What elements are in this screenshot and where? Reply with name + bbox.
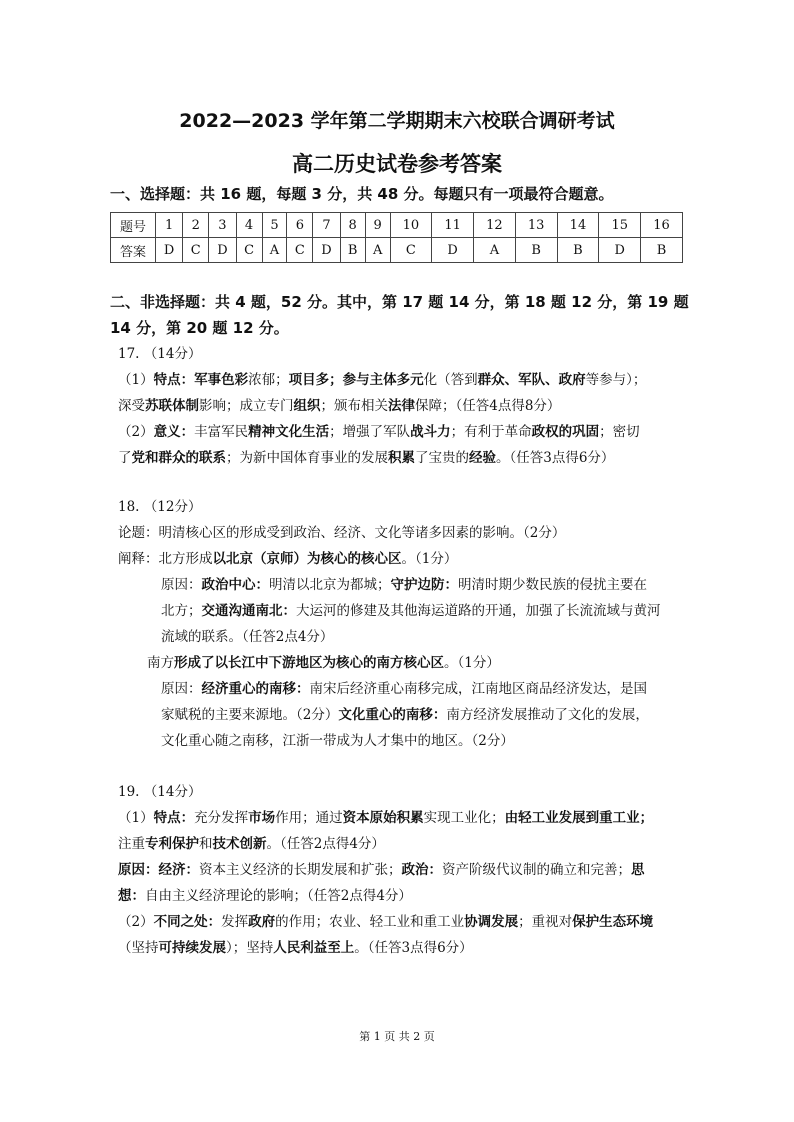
q18-keyword: 政治中心：: [201, 577, 269, 593]
q17-line2: [118, 393, 560, 419]
answer-cell: C: [390, 238, 432, 263]
q17-keyword: 组织: [293, 398, 321, 414]
q19-keyword: 资本原始积累: [342, 810, 424, 826]
q19-line1: [118, 805, 653, 831]
q19-text: 发挥: [221, 914, 249, 930]
q17-line1: [118, 367, 646, 393]
q19-keyword: 保护生态环境: [572, 914, 654, 930]
q17-keyword: 经验: [469, 450, 496, 466]
q17-text: ；密切: [599, 424, 640, 440]
q19-line6: [118, 935, 473, 961]
answer-cell: A: [365, 238, 390, 263]
q19-keyword: 可持续发展: [158, 940, 226, 956]
question-number-cell: 15: [599, 213, 641, 238]
answer-table: [110, 212, 683, 263]
q18-text: 原因：: [161, 577, 202, 593]
q17-keyword: 党和群众的联系: [131, 450, 226, 466]
q19-text: ）；坚持: [226, 940, 274, 956]
q17-text: （1）: [118, 372, 154, 388]
q19-text: 资本主义经济的长期发展和扩张；: [199, 862, 402, 878]
question-number-cell: 8: [340, 213, 365, 238]
q18-text: 家赋税的主要来源地。（2分）: [161, 707, 339, 723]
answer-cell: A: [474, 238, 516, 263]
q19-line4: [118, 883, 412, 909]
q19-text: （坚持: [118, 940, 159, 956]
q17-text: ；颁布相关: [320, 398, 388, 414]
q19-text: 注重: [118, 836, 145, 852]
q17-keyword: 积累: [388, 450, 415, 466]
q17-line3: [118, 419, 640, 445]
q17-text: 了: [118, 450, 132, 466]
q17-keyword: 特点：: [153, 372, 195, 388]
question-number-cell: 14: [557, 213, 599, 238]
q19-keyword: 市场: [248, 810, 276, 826]
q18-keyword: 交通沟通南北：: [201, 603, 296, 619]
q17-text: 化（答到: [423, 372, 478, 388]
q19-text: 。（任答3点得6分）: [354, 940, 473, 956]
q19-head: 19. （14分）: [118, 784, 202, 800]
question-number-cell: 2: [183, 213, 209, 238]
question-number-cell: 6: [287, 213, 313, 238]
q17-text: ；有利于革命: [450, 424, 532, 440]
q17-keyword: 意义：: [153, 424, 195, 440]
answer-cell: C: [183, 238, 209, 263]
q19-keyword: 人民利益至上: [273, 940, 355, 956]
q19-text: 的作用；农业、轻工业和重工业: [275, 914, 465, 930]
answer-cell: D: [599, 238, 641, 263]
q18-line3: [161, 572, 647, 598]
q18-line4: [161, 598, 661, 624]
question-number-cell: 10: [390, 213, 432, 238]
q19-text: 和: [199, 836, 213, 852]
q19-text: 资产阶级代议制的确立和完善；: [442, 862, 631, 878]
question-number-cell: 12: [474, 213, 516, 238]
section2-heading-line2: 14 分，第 20 题 12 分。: [110, 319, 289, 337]
question-number-cell: 13: [515, 213, 557, 238]
q18-text: 。（1分）: [444, 655, 500, 671]
question-number-cell: 16: [641, 213, 683, 238]
q17-keyword: 法律: [388, 398, 415, 414]
q19-keyword: 协调发展: [464, 914, 519, 930]
question-number-cell: 4: [236, 213, 262, 238]
q18-line7: [161, 676, 647, 702]
q17-text: 等参与）；: [585, 372, 647, 388]
q17-keyword: 战斗力: [410, 424, 451, 440]
q18-text: 南方经济发展推动了文化的发展，: [446, 707, 649, 723]
q17-text: 影响；成立专门: [199, 398, 294, 414]
q17-text: 浓郁；: [248, 372, 289, 388]
q18-keyword: 经济重心的南移：: [201, 681, 310, 697]
q17-head: 17. （14分）: [118, 346, 202, 362]
q19-keyword: 政治：: [401, 862, 442, 878]
q19-keyword: 技术创新: [212, 836, 267, 852]
q18-keyword: 形成了以长江中下游地区为核心的南方核心区: [174, 655, 444, 671]
question-number-cell: 3: [209, 213, 236, 238]
q18-text: 。（1分）: [401, 551, 458, 567]
q17-text: ；增强了军队: [329, 424, 411, 440]
q18-text: 阐释：北方形成: [118, 551, 213, 567]
q17-text: （2）: [118, 424, 154, 440]
q19-keyword: 政府: [248, 914, 276, 930]
q17-keyword: 群众、军队、政府: [477, 372, 586, 388]
q18-thesis: 论题：明清核心区的形成受到政治、经济、文化等诸多因素的影响。（2分）: [118, 525, 566, 541]
q18-keyword: 守护边防：: [390, 577, 458, 593]
q19-text: （1）: [118, 810, 154, 826]
question-number-cell: 11: [432, 213, 474, 238]
q18-line2: [118, 546, 457, 572]
q18-text: 南方: [147, 655, 174, 671]
q19-text: 充分发挥: [194, 810, 249, 826]
q17-text: ；为新中国体育事业的发展: [226, 450, 388, 466]
q19-text: 作用；通过: [275, 810, 343, 826]
answer-cell: A: [262, 238, 287, 263]
row-label-numbers: 题号: [111, 213, 156, 238]
answer-cell: B: [557, 238, 599, 263]
section2-heading: [110, 289, 690, 341]
answer-cell: D: [432, 238, 474, 263]
q19-line2: [118, 831, 385, 857]
q19-keyword: 专利保护: [145, 836, 199, 852]
q18-head: 18. （12分）: [118, 499, 202, 515]
q19-keyword: 想：: [118, 888, 145, 904]
q19-line3: [118, 857, 645, 883]
q17-text: 深受: [118, 398, 145, 414]
q17-text: 保障；（任答4点得8分）: [415, 398, 561, 414]
q18-text: 北方；: [161, 603, 202, 619]
q17-keyword: 政权的巩固: [531, 424, 600, 440]
q17-text: 丰富军民: [194, 424, 249, 440]
q18-line6: [147, 650, 500, 676]
q18-text: 明清以北京为都城；: [269, 577, 391, 593]
q17-keyword: 军事色彩: [194, 372, 249, 388]
q19-keyword: 由轻工业发展到重工业；: [504, 810, 654, 826]
q19-text: 。（任答2点得4分）: [266, 836, 385, 852]
answer-cell: C: [287, 238, 313, 263]
q18-keyword: 以北京（京师）为核心的核心区: [212, 551, 402, 567]
q19-text: 实现工业化；: [423, 810, 505, 826]
q19-text: 自由主义经济理论的影响；（任答2点得4分）: [145, 888, 412, 904]
exam-title: 2022—2023 学年第二学期期末六校联合调研考试: [179, 110, 615, 132]
document-subtitle: 高二历史试卷参考答案: [292, 152, 502, 176]
q18-text: 原因：: [161, 681, 202, 697]
section2-heading-line1: 二、非选择题：共 4 题，52 分。其中，第 17 题 14 分，第 18 题 12 分，第 19 题: [110, 293, 689, 311]
q18-line8: [161, 702, 649, 728]
answer-cell: D: [156, 238, 183, 263]
q19-keyword: 原因：经济：: [118, 862, 199, 878]
answer-cell: C: [236, 238, 262, 263]
q19-keyword: 特点：: [153, 810, 195, 826]
q17-keyword: 项目多；参与主体多元: [288, 372, 424, 388]
q19-text: ；重视对: [518, 914, 573, 930]
q18-keyword: 文化重心的南移：: [338, 707, 447, 723]
answer-cell: D: [209, 238, 236, 263]
q17-text: 。（任答3点得6分）: [496, 450, 615, 466]
page-footer: 第 1 页 共 2 页: [359, 1030, 435, 1043]
q17-text: 了宝贵的: [415, 450, 469, 466]
q19-keyword: 思: [631, 862, 645, 878]
answer-cell: B: [515, 238, 557, 263]
answer-cell: B: [641, 238, 683, 263]
question-number-cell: 9: [365, 213, 390, 238]
table-row-numbers: [111, 213, 683, 238]
q18-text: 南宋后经济重心南移完成，江南地区商品经济发达，是国: [309, 681, 647, 697]
q19-keyword: 不同之处：: [153, 914, 222, 930]
q18-line9: 文化重心随之南移，江浙一带成为人才集中的地区。（2分）: [161, 733, 514, 749]
q18-text: 大运河的修建及其他海运道路的开通，加强了长流流域与黄河: [296, 603, 661, 619]
section1-heading: 一、选择题：共 16 题，每题 3 分，共 48 分。每题只有一项最符合题意。: [110, 185, 614, 203]
q18-line5: 流域的联系。（任答2点4分）: [161, 629, 334, 645]
table-row-answers: [111, 238, 683, 263]
answer-cell: D: [313, 238, 340, 263]
answer-cell: B: [340, 238, 365, 263]
question-number-cell: 7: [313, 213, 340, 238]
question-number-cell: 5: [262, 213, 287, 238]
q18-text: 明清时期少数民族的侵扰主要在: [458, 577, 647, 593]
q19-text: （2）: [118, 914, 154, 930]
question-number-cell: 1: [156, 213, 183, 238]
q17-line4: [118, 445, 614, 471]
q17-keyword: 精神文化生活: [248, 424, 330, 440]
row-label-answers: 答案: [111, 238, 156, 263]
q19-line5: [118, 909, 653, 935]
q17-keyword: 苏联体制: [145, 398, 199, 414]
